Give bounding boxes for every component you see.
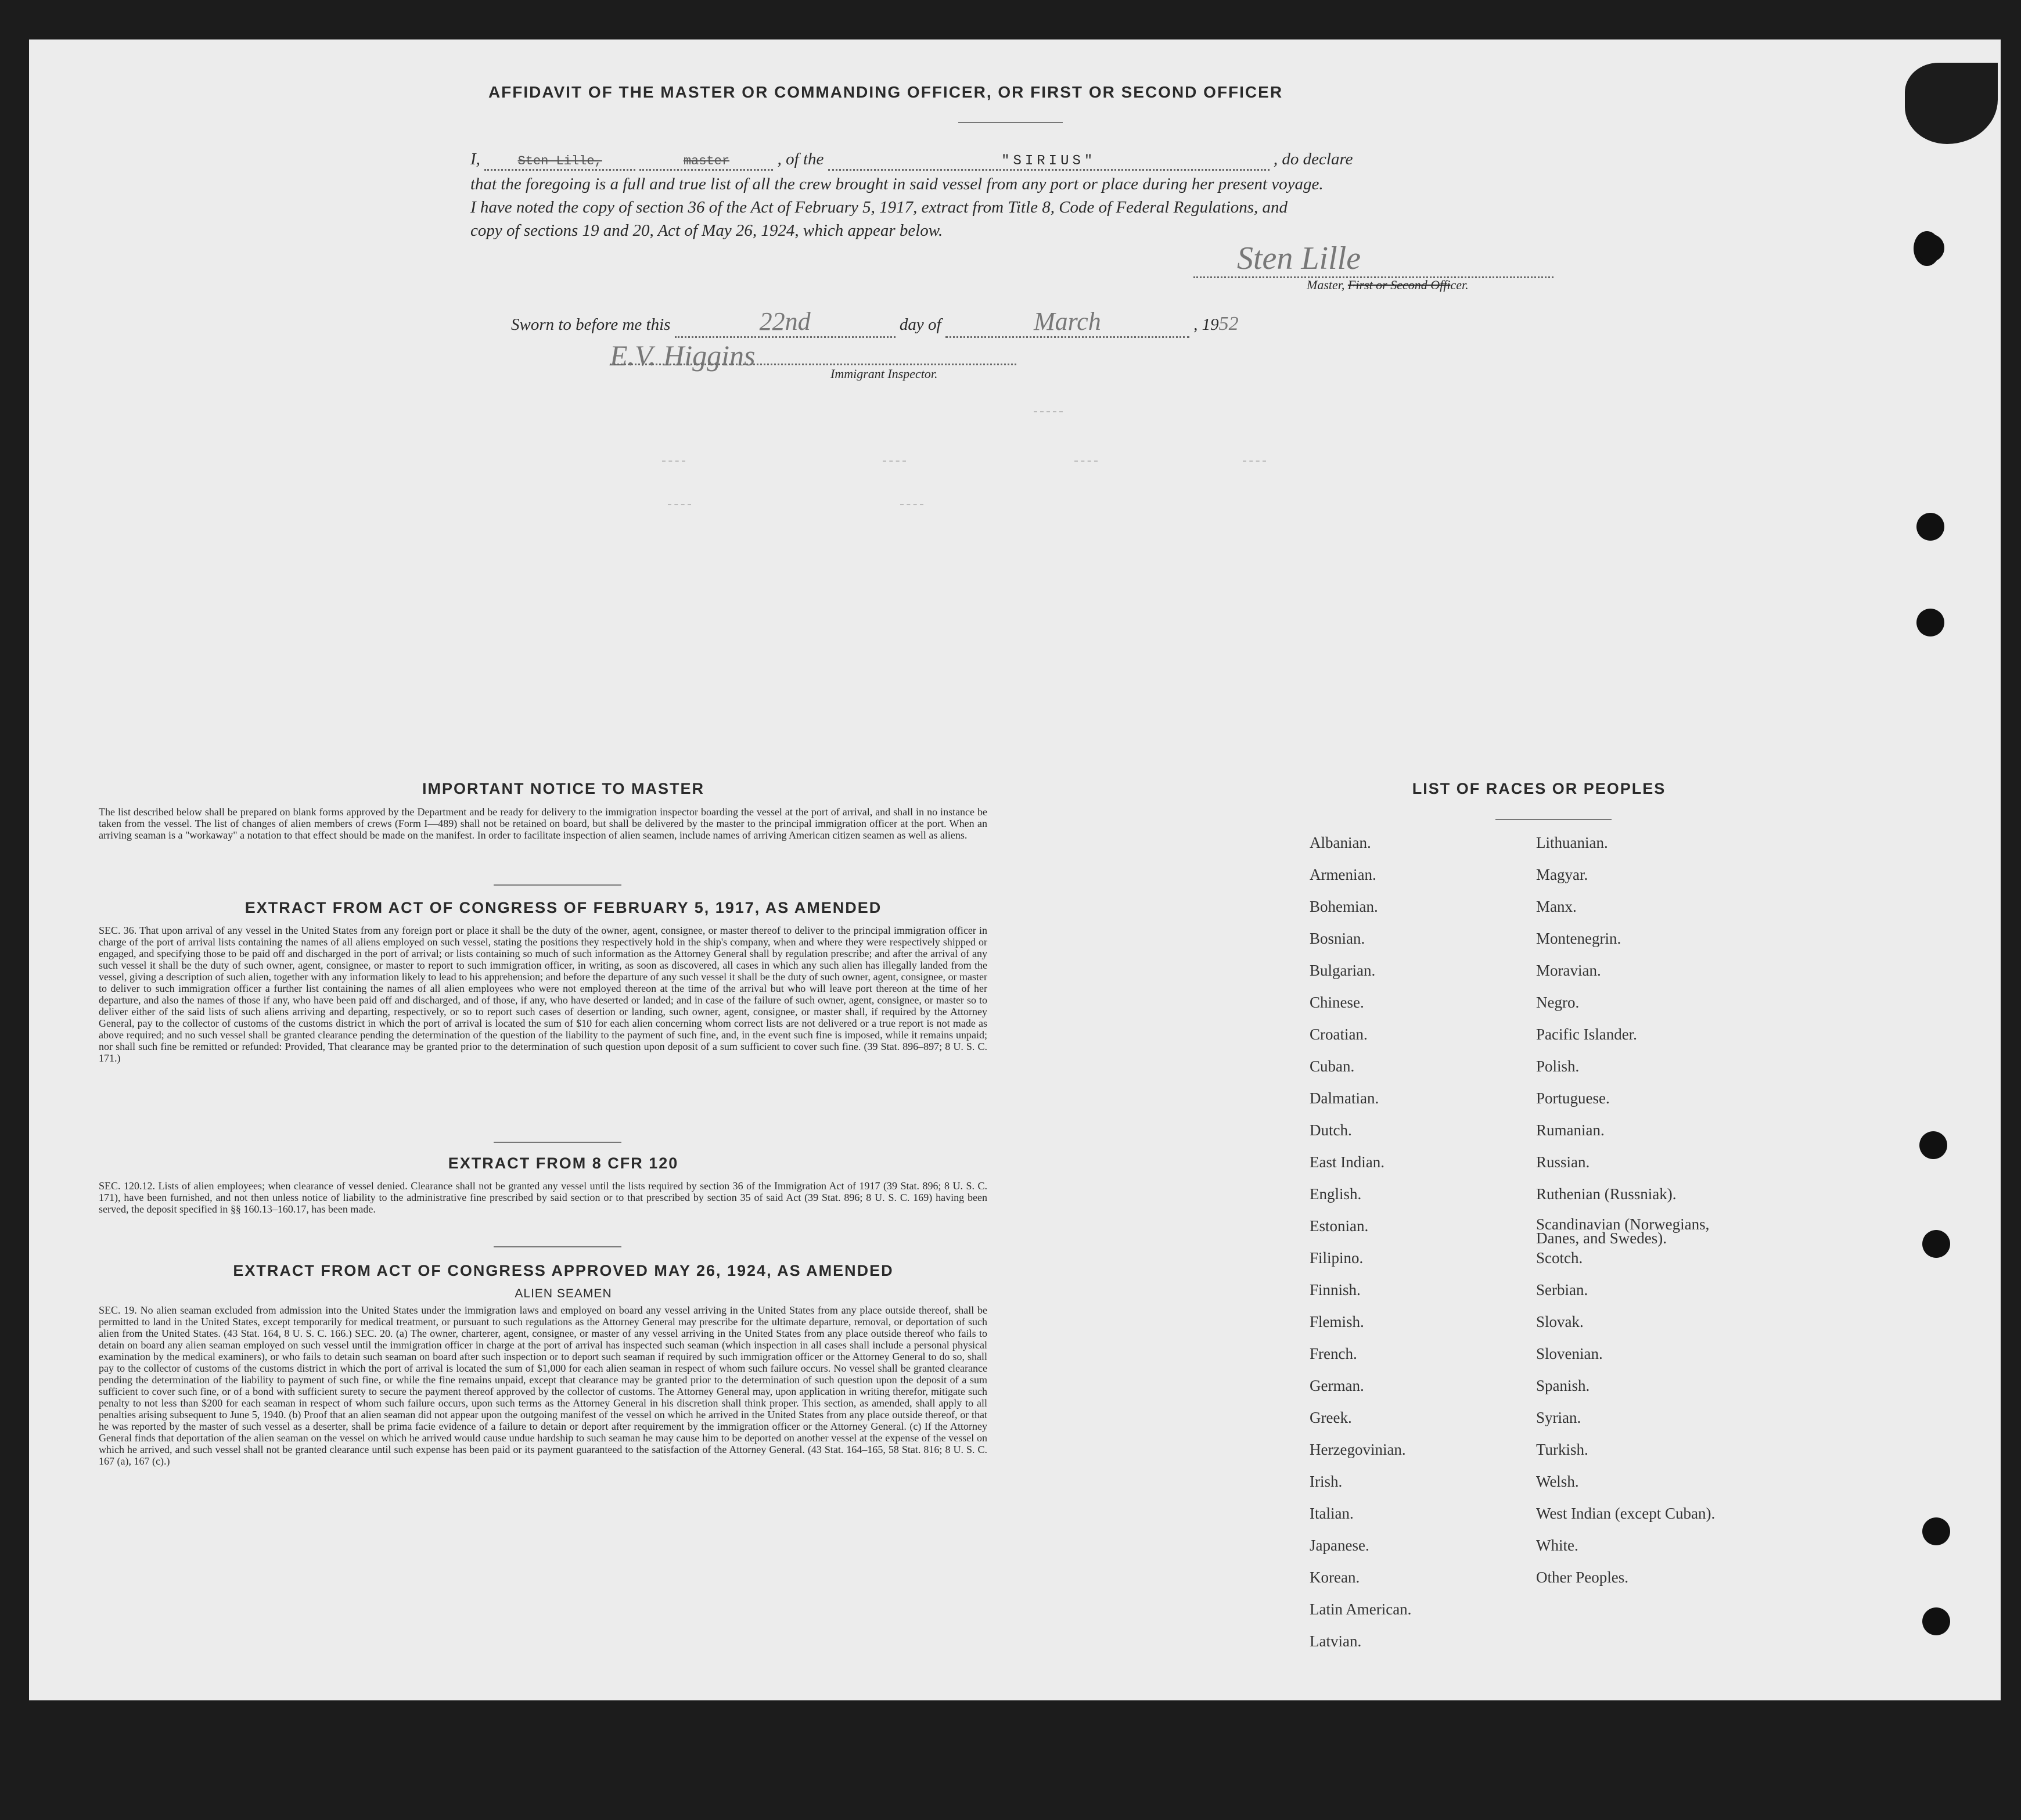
sworn-day: 22nd bbox=[759, 307, 811, 336]
declaration-of-the: , of the bbox=[777, 150, 824, 168]
race-item: Chinese. bbox=[1310, 994, 1364, 1011]
master-name: Sten Lille, bbox=[517, 154, 602, 168]
declaration-line-2: that the foregoing is a full and true list of all the crew brought in said vessel from any port or place during her present voyage. bbox=[470, 175, 1324, 193]
race-item: Manx. bbox=[1536, 898, 1577, 915]
race-item: Bosnian. bbox=[1310, 930, 1365, 947]
races-heading: LIST OF RACES OR PEOPLES bbox=[1412, 780, 1666, 797]
race-item: Albanian. bbox=[1310, 834, 1371, 851]
race-item: Bohemian. bbox=[1310, 898, 1378, 915]
binder-hole-4 bbox=[1916, 609, 1944, 636]
race-item: Slovenian. bbox=[1536, 1345, 1603, 1362]
binder-hole-6 bbox=[1922, 1230, 1950, 1258]
race-item: Slovak. bbox=[1536, 1313, 1584, 1330]
binder-hole-3 bbox=[1916, 513, 1944, 541]
race-item: Dutch. bbox=[1310, 1121, 1352, 1139]
race-item: Armenian. bbox=[1310, 866, 1376, 883]
extract-1924-heading: EXTRACT FROM ACT OF CONGRESS APPROVED MAY 26, 1924, AS AMENDED bbox=[233, 1262, 894, 1279]
race-item: Estonian. bbox=[1310, 1217, 1369, 1235]
sworn-day-of: day of bbox=[899, 315, 941, 334]
binder-hole-8 bbox=[1922, 1607, 1950, 1635]
notice-heading: IMPORTANT NOTICE TO MASTER bbox=[422, 780, 704, 797]
declaration-line-4: copy of sections 19 and 20, Act of May 26, 1924, which appear below. bbox=[470, 221, 943, 240]
sworn-year-prefix: , 19 bbox=[1193, 315, 1219, 334]
race-item: Greek. bbox=[1310, 1409, 1352, 1426]
race-item: East Indian. bbox=[1310, 1153, 1385, 1171]
race-item: Negro. bbox=[1536, 994, 1580, 1011]
race-item: Latvian. bbox=[1310, 1632, 1362, 1650]
caption-tail: cer. bbox=[1450, 278, 1469, 292]
race-item: Pacific Islander. bbox=[1536, 1026, 1637, 1043]
race-item: Lithuanian. bbox=[1536, 834, 1608, 851]
race-item: Croatian. bbox=[1310, 1026, 1368, 1043]
race-item: West Indian (except Cuban). bbox=[1536, 1505, 1716, 1522]
sworn-text: Sworn to before me this bbox=[511, 315, 671, 334]
race-item: Herzegovinian. bbox=[1310, 1441, 1406, 1458]
rank: master bbox=[683, 154, 730, 168]
sworn-line bbox=[511, 307, 1239, 338]
race-item: Portuguese. bbox=[1536, 1089, 1610, 1107]
race-item: Korean. bbox=[1310, 1569, 1360, 1586]
sworn-month: March bbox=[1034, 307, 1101, 336]
extract-1917-rule bbox=[494, 1142, 621, 1143]
inspector-caption: Immigrant Inspector. bbox=[830, 366, 938, 381]
race-item: Magyar. bbox=[1536, 866, 1588, 883]
race-item: Spanish. bbox=[1536, 1377, 1590, 1394]
race-item: Irish. bbox=[1310, 1473, 1343, 1490]
binder-hole-2 bbox=[1916, 234, 1944, 262]
race-item: English. bbox=[1310, 1185, 1362, 1203]
race-item: Scandinavian (Norwegians, Danes, and Swedes). bbox=[1536, 1215, 1710, 1247]
race-item: Syrian. bbox=[1536, 1409, 1581, 1426]
race-item: Serbian. bbox=[1536, 1281, 1588, 1299]
race-item: Rumanian. bbox=[1536, 1121, 1605, 1139]
race-item: Moravian. bbox=[1536, 962, 1601, 979]
extract-cfr-rule bbox=[494, 1246, 621, 1247]
inspector-signature-line bbox=[610, 364, 1016, 365]
race-item: Turkish. bbox=[1536, 1441, 1588, 1458]
race-item: Other Peoples. bbox=[1536, 1569, 1628, 1586]
extract-cfr-heading: EXTRACT FROM 8 CFR 120 bbox=[448, 1154, 679, 1172]
sworn-year-suffix: 52 bbox=[1218, 313, 1239, 334]
race-item: Filipino. bbox=[1310, 1249, 1364, 1267]
race-item: French. bbox=[1310, 1345, 1357, 1362]
race-item: Finnish. bbox=[1310, 1281, 1361, 1299]
torn-corner bbox=[1905, 63, 1998, 144]
race-item: Polish. bbox=[1536, 1058, 1580, 1075]
race-item: Latin American. bbox=[1310, 1600, 1412, 1618]
race-item: Bulgarian. bbox=[1310, 962, 1376, 979]
title-rule bbox=[958, 122, 1063, 123]
race-item: Russian. bbox=[1536, 1153, 1590, 1171]
race-item: Cuban. bbox=[1310, 1058, 1355, 1075]
master-signature: Sten Lille bbox=[1237, 240, 1361, 276]
notice-body: The list described below shall be prepared on blank forms approved by the Department and be ready for delivery to the immigration inspector boarding the vessel at the port of arrival, and shall in no instance be taken from the vessel. The list of changes of alien members of crews (Form I—489) shall not be retained on board, but shall be delivered by the master to the principal immigration officer at the port. When an arriving seaman is a "workaway" a notation to that effect should be made on the manifest. In order to facilitate inspection of alien seamen, include names of arriving American citizen seamen as well as aliens. bbox=[99, 806, 987, 841]
race-item: Dalmatian. bbox=[1310, 1089, 1379, 1107]
caption-struck: First or Second Offi bbox=[1347, 278, 1451, 292]
caption-master: Master, bbox=[1307, 278, 1345, 292]
extract-cfr-body: SEC. 120.12. Lists of alien employees; when clearance of vessel denied. Clearance shall not be granted any vessel until the lists required by section 36 of the Immigration Act of 1917 (39 Stat. 896; 8 U. S. C. 171), have been furnished, and not then unless notice of liability to the administrative fine prescribed by said section or to that prescribed by section 35 of said Act (39 Stat. 896; 8 U. S. C. 169) having been served, the deposit specified in §§ 160.13–160.17, has been made. bbox=[99, 1180, 987, 1215]
binder-hole-5 bbox=[1919, 1131, 1947, 1159]
race-item: Scotch. bbox=[1536, 1249, 1583, 1267]
race-item: Montenegrin. bbox=[1536, 930, 1621, 947]
extract-1917-body: SEC. 36. That upon arrival of any vessel in the United States from any foreign port or place it shall be the duty of the owner, agent, consignee, or master thereof to deliver to the principal immigration officer in charge of the port of arrival lists containing the names of all aliens employed on such vessel, stating the positions they respectively hold in the ship's company, when and where they were respectively shipped or engaged, and specifying those to be paid off and discharged in the port of arrival; or lists containing so much of such information as the Attorney General shall by regulation prescribe; and after the arrival of any such vessel it shall be the duty of such owner, agent, consignee, or master to report to such immigration officer, in writing, as soon as discovered, all cases in which any such alien has illegally landed from the vessel, giving a description of such alien, together with any information likely to lead to his apprehension; and before the departure of any such vessel it shall be the duty of such owner, agent, consignee, or master to deliver to such immigration officer a further list containing the names of all alien employees who were not employed thereon at the time of the arrival but who will leave port thereon at the time of her departure, and also the names of those if any, who have been paid off and discharged, and of those, if any, who have deserted or landed; and in case of the failure of such owner, agent, consignee, or master so to deliver either of the said lists of such aliens arriving and departing, respectively, or so to report such cases of desertion or landing, such owner, agent, consignee, or master shall, if required by the Attorney General, pay to the collector of customs of the customs district in which the port of arrival is located the sum of $10 for each alien concerning whom correct lists are not delivered or a true report is not made as above required; and no such vessel shall be granted clearance pending the determination of the question of the liability to the payment of such fine, and, in the event such fine is imposed, while it remains unpaid; nor shall such fine be remitted or refunded: Provided, That clearance may be granted prior to the determination of such question upon deposit of a sum sufficient to cover such fine. (39 Stat. 896–897; 8 U. S. C. 171.) bbox=[99, 925, 987, 1064]
vessel-name: "SIRIUS" bbox=[1001, 153, 1096, 169]
race-item: Flemish. bbox=[1310, 1313, 1364, 1330]
binder-hole-7 bbox=[1922, 1517, 1950, 1545]
notice-rule bbox=[494, 884, 621, 886]
races-rule bbox=[1495, 819, 1612, 820]
declaration-line-3: I have noted the copy of section 36 of the Act of February 5, 1917, extract from Title 8, Code of Federal Regulations, and bbox=[470, 198, 1288, 217]
extract-1917-heading: EXTRACT FROM ACT OF CONGRESS OF FEBRUARY 5, 1917, AS AMENDED bbox=[244, 899, 882, 916]
master-caption bbox=[1307, 278, 1469, 293]
race-item: Italian. bbox=[1310, 1505, 1354, 1522]
affidavit-title: AFFIDAVIT OF THE MASTER OR COMMANDING OFFICER, OR FIRST OR SECOND OFFICER bbox=[488, 83, 1283, 101]
extract-1924-subheading: ALIEN SEAMEN bbox=[515, 1287, 612, 1300]
race-item: Ruthenian (Russniak). bbox=[1536, 1185, 1677, 1203]
declaration-line-1 bbox=[470, 150, 1574, 171]
race-item: German. bbox=[1310, 1377, 1364, 1394]
extract-1924-body: SEC. 19. No alien seaman excluded from admission into the United States under the immigration laws and employed on board any vessel arriving in the United States from any place outside thereof, shall be permitted to land in the United States, except temporarily for medical treatment, or pursuant to such regulations as the Attorney General may prescribe for the ultimate departure, removal, or deportation of such alien from the United States. (43 Stat. 164, 8 U. S. C. 166.) SEC. 20. (a) The owner, charterer, agent, consignee, or master of any vessel arriving in the United States from any place outside thereof who fails to detain on board any alien seaman employed on such vessel until the immigration officer in charge at the port of arrival has inspected such seaman (which inspection in all cases shall include a personal physical examination by the medical examiners), or who fails to detain such seaman on board after such inspection or to deport such seaman if required by such immigration officer or the Attorney General to do so, shall pay to the collector of customs of the customs district in which the port of arrival is located the sum of $1,000 for each alien seaman in respect of whom such failure occurs. No vessel shall be granted clearance pending the determination of the liability to payment of such fine, or while the fine remains unpaid, except that clearance may be granted prior to the determination of such question upon the deposit of a sum sufficient to cover such fine, or of a bond with sufficient surety to secure the payment thereof approved by the collector of customs. The Attorney General may, upon application in writing therefor, mitigate such penalty to not less than $200 for each seaman in respect of whom such failure occurs, upon such terms as the Attorney General in his discretion shall think proper. This section, as amended, shall apply to all penalties arising subsequent to June 5, 1940. (b) Proof that an alien seaman did not appear upon the outgoing manifest of the vessel on which he arrived in the United States from any place outside thereof, or that he was reported by the master of such vessel as a deserter, shall be prima facie evidence of a failure to detain or deport after requirement by the immigration officer or the Attorney General. (c) If the Attorney General finds that deportation of the alien seaman on the vessel on which he arrived would cause undue hardship to such seaman he may cause him to be deported on another vessel at the expense of the vessel on which he arrived, and such vessel shall not be granted clearance until such expense has been paid or its payment guaranteed to the satisfaction of the Attorney General. (43 Stat. 164–165, 58 Stat. 816; 8 U. S. C. 167 (a), 167 (c).) bbox=[99, 1304, 987, 1467]
document-page bbox=[29, 39, 2001, 1700]
declaration-do-declare: , do declare bbox=[1273, 150, 1353, 168]
race-item: Welsh. bbox=[1536, 1473, 1579, 1490]
declaration-i: I, bbox=[470, 150, 480, 168]
race-item: White. bbox=[1536, 1537, 1578, 1554]
race-item: Japanese. bbox=[1310, 1537, 1369, 1554]
inspector-signature: E.V. Higgins bbox=[610, 339, 756, 372]
